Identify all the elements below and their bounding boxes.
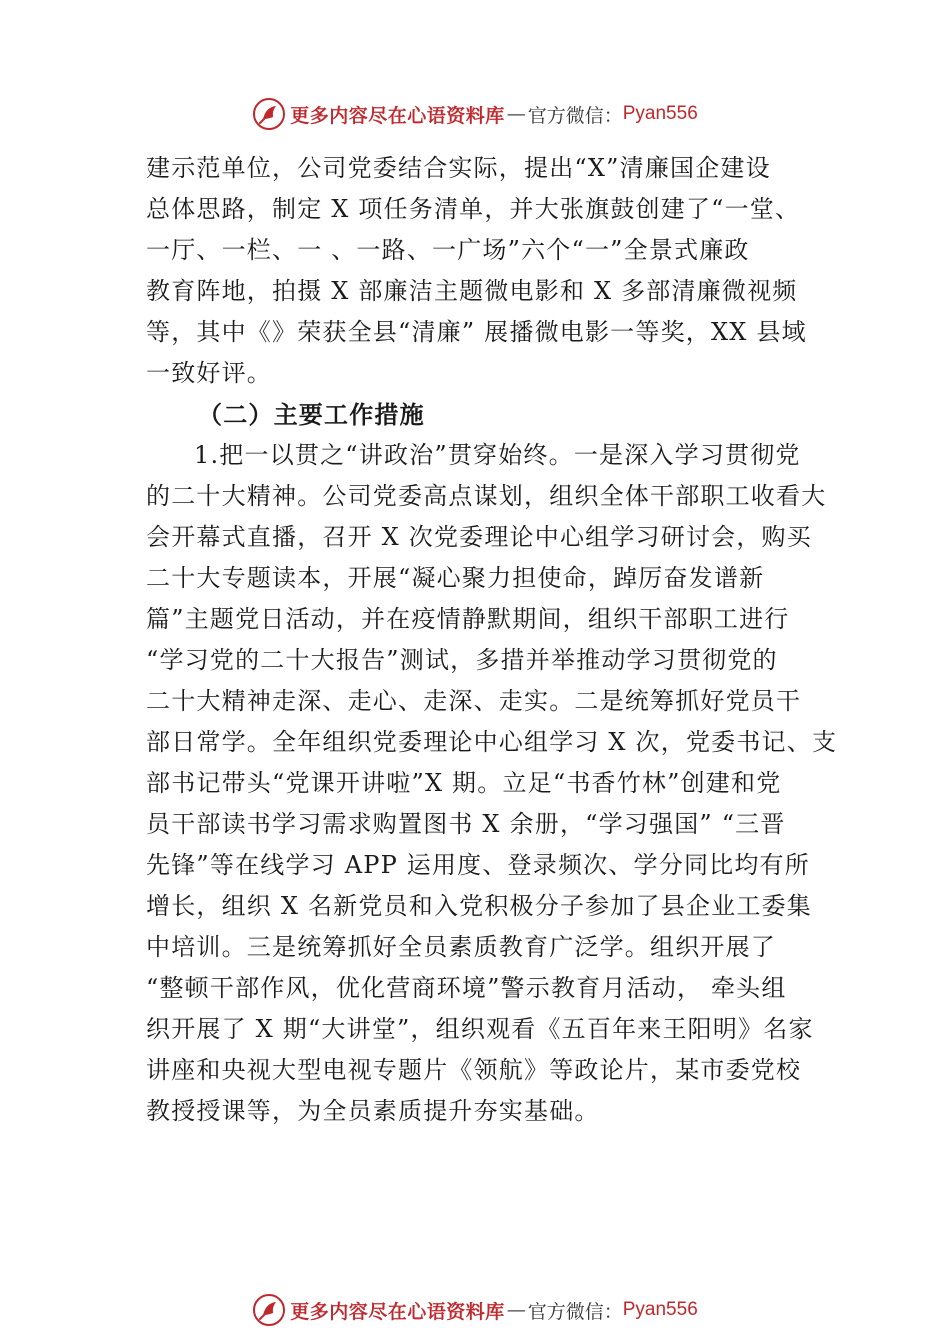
paragraph-first-line: 1.把一以贯之“讲政治”贯穿始终。一是深入学习贯彻党 (194, 441, 801, 469)
banner-wechat-id: Pyan556 (622, 103, 698, 124)
banner-separator: — (506, 1299, 526, 1321)
text-line: 二十大精神走深、走心、走深、走实。二是统筹抓好党员干 (146, 687, 802, 715)
brand-logo-icon (252, 1293, 286, 1327)
text-line: 篇”主题党日活动，并在疫情静默期间，组织干部职工进行 (146, 605, 790, 633)
text-line: 等，其中《》荣获全县“清廉” 展播微电影一等奖，XX 县域 (146, 318, 807, 346)
text-line: 增长，组织 X 名新党员和入党积极分子参加了县企业工委集 (146, 892, 812, 920)
text-line: 教育阵地，拍摄 X 部廉洁主题微电影和 X 多部清廉微视频 (146, 277, 798, 305)
banner-brand-text: 更多内容尽在心语资料库 (290, 1300, 505, 1323)
brand-logo-icon (252, 97, 286, 131)
text-line: “学习党的二十大报告”测试，多措并举推动学习贯彻党的 (146, 646, 778, 674)
text-line: 员干部读书学习需求购置图书 X 余册，“学习强国” “三晋 (146, 810, 786, 838)
banner-wechat-label: 官方微信： (527, 1300, 623, 1323)
footer-watermark-banner (0, 1290, 950, 1330)
text-line: 织开展了 X 期“大讲堂”，组织观看《五百年来王阳明》名家 (146, 1015, 814, 1043)
text-line: 讲座和央视大型电视专题片《领航》等政论片，某市委党校 (146, 1056, 802, 1084)
banner-brand-text: 更多内容尽在心语资料库 (290, 104, 505, 127)
text-line: 的二十大精神。公司党委高点谋划，组织全体干部职工收看大 (146, 482, 827, 510)
document-body (146, 148, 838, 1132)
text-line: 一厅、一栏、一 、一路、一广场”六个“一”全景式廉政 (146, 236, 750, 264)
text-line: 先锋”等在线学习 APP 运用度、登录频次、学分同比均有所 (146, 851, 810, 879)
banner-wechat-id: Pyan556 (622, 1299, 698, 1320)
text-line: 总体思路，制定 X 项任务清单，并大张旗鼓创建了“一堂、 (146, 195, 801, 223)
banner-separator: — (506, 103, 526, 125)
text-line: 部书记带头“党课开讲啦”X 期。立足“书香竹林”创建和党 (146, 769, 782, 797)
banner-wechat-label: 官方微信： (527, 104, 623, 127)
text-line: 二十大专题读本，开展“凝心聚力担使命，踔厉奋发谱新 (146, 564, 765, 592)
text-line: 部日常学。全年组织党委理论中心组学习 X 次，党委书记、支 (146, 728, 838, 756)
text-line: “整顿干部作风，优化营商环境”警示教育月活动， 牵头组 (146, 974, 787, 1002)
text-line: 会开幕式直播，召开 X 次党委理论中心组学习研讨会，购买 (146, 523, 812, 551)
text-line: 建示范单位，公司党委结合实际，提出“X”清廉国企建设 (146, 154, 771, 182)
header-watermark-banner (0, 94, 950, 134)
section-heading: （二）主要工作措施 (198, 400, 425, 429)
text-line: 一致好评。 (146, 359, 272, 387)
text-line: 中培训。三是统筹抓好全员素质教育广泛学。组织开展了 (146, 933, 776, 961)
text-line: 教授授课等，为全员素质提升夯实基础。 (146, 1097, 600, 1125)
